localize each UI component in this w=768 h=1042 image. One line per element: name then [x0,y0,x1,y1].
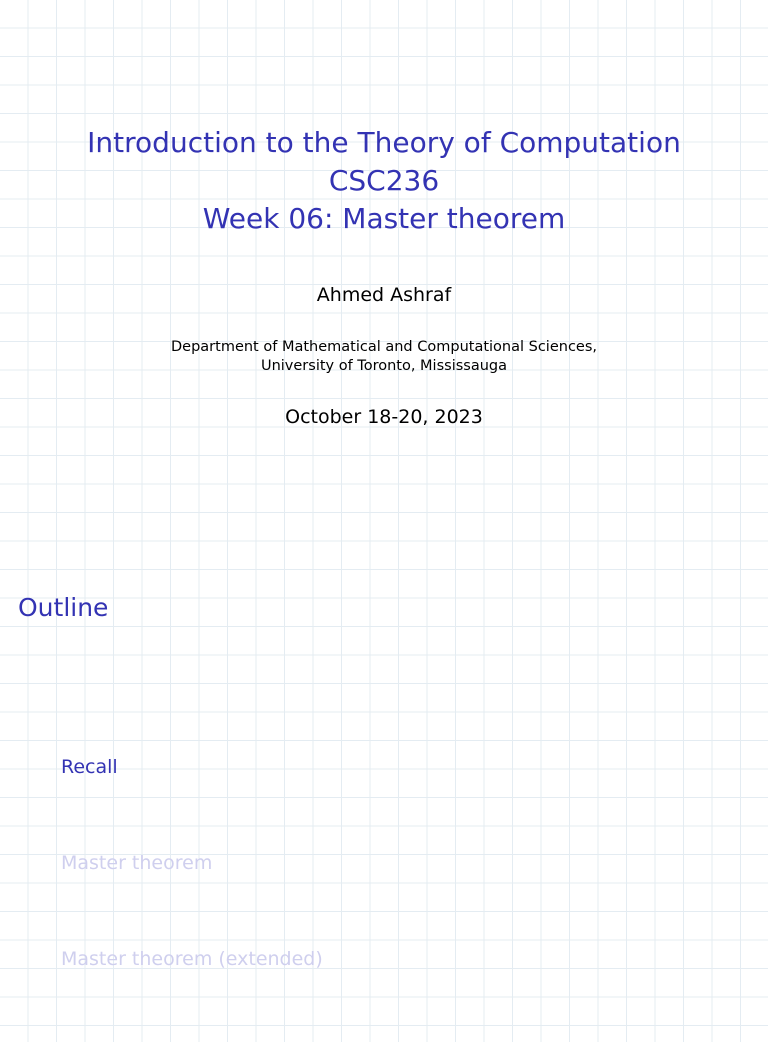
title-line-course-name: Introduction to the Theory of Computation [87,126,681,159]
institute [0,338,768,376]
outline-title: Outline [18,593,109,622]
title-line-week: Week 06: Master theorem [202,202,566,235]
outline-list [61,754,323,1042]
institute-line-department: Department of Mathematical and Computational Sciences, [171,339,597,355]
outline-item-master-theorem-extended[interactable]: Master theorem (extended) [61,948,323,970]
title-line-course-code: CSC236 [328,164,440,197]
outline-slide [0,576,768,1024]
presentation-date: October 18-20, 2023 [285,406,483,428]
institute-line-university: University of Toronto, Mississauga [260,358,508,374]
author-name: Ahmed Ashraf [316,284,452,306]
presentation-title [0,124,768,238]
outline-item-master-theorem[interactable]: Master theorem [61,852,213,874]
outline-item-recall[interactable]: Recall [61,756,118,778]
